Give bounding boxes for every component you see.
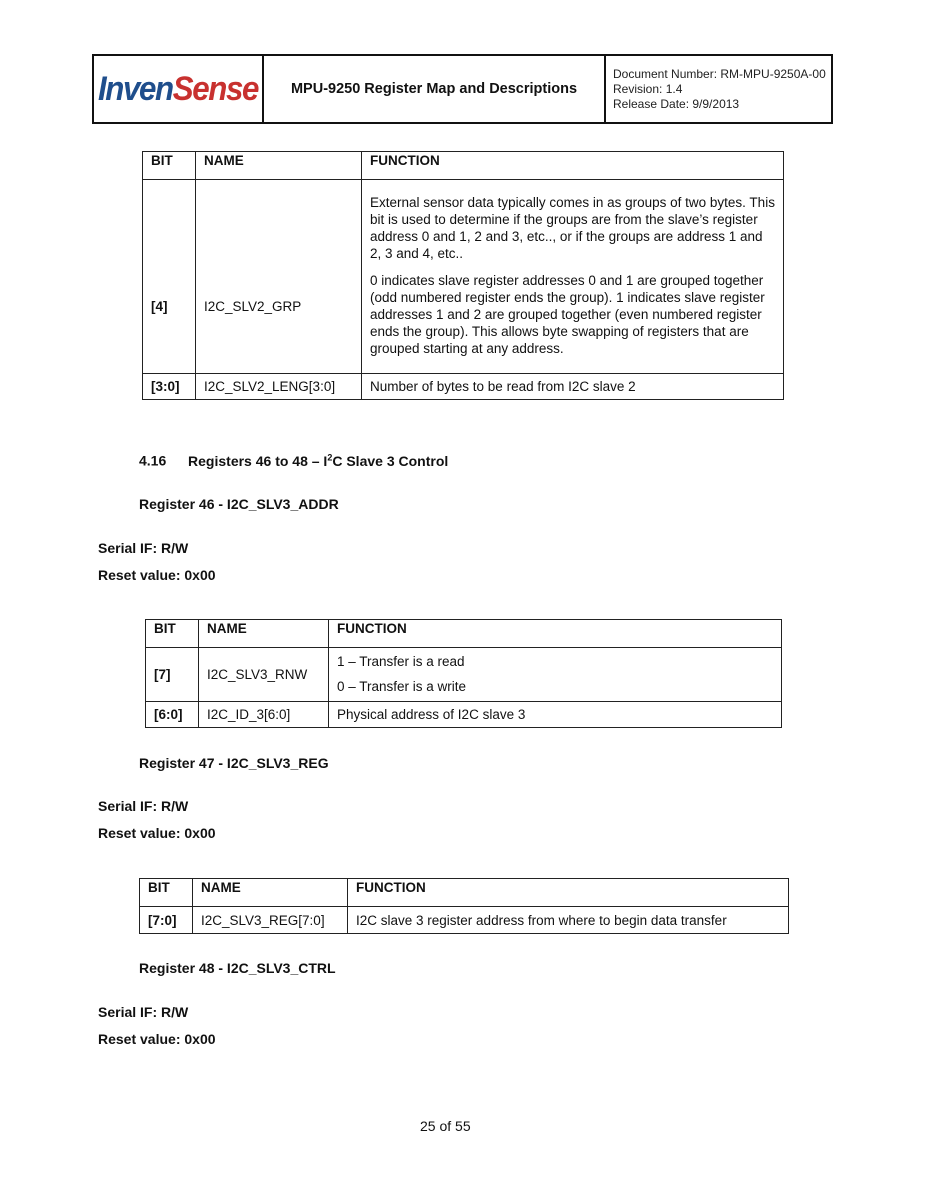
register-table-slv3-reg	[139, 878, 789, 934]
logo-part-inven: Inven	[97, 69, 173, 108]
document-title: MPU-9250 Register Map and Descriptions	[264, 56, 606, 122]
column-header-bit: BIT	[143, 152, 196, 180]
function-line: 1 – Transfer is a read	[337, 653, 465, 669]
section-number: 4.16	[139, 452, 167, 469]
table-header-row	[143, 152, 784, 180]
column-header-name: NAME	[199, 620, 329, 648]
register-48-reset-value: Reset value: 0x00	[98, 1031, 216, 1047]
section-heading	[139, 452, 448, 469]
table-row	[146, 702, 782, 728]
register-48-heading: Register 48 - I2C_SLV3_CTRL	[139, 960, 336, 976]
register-table-slv3-addr	[145, 619, 782, 728]
bit-cell: [6:0]	[146, 702, 199, 728]
invensense-logo	[94, 56, 264, 122]
column-header-name: NAME	[196, 152, 362, 180]
column-header-name: NAME	[193, 879, 348, 907]
logo-text	[98, 70, 258, 109]
table-row	[146, 648, 782, 702]
section-title	[188, 453, 448, 469]
section-title-sup: 2	[327, 452, 333, 462]
table-row	[140, 907, 789, 934]
register-47-reset-value: Reset value: 0x00	[98, 825, 216, 841]
bit-cell: [3:0]	[143, 374, 196, 400]
table-row	[143, 374, 784, 400]
name-cell: I2C_SLV3_RNW	[199, 648, 329, 702]
bit-cell: [7:0]	[140, 907, 193, 934]
name-cell: I2C_ID_3[6:0]	[199, 702, 329, 728]
register-48-serial-if: Serial IF: R/W	[98, 1004, 189, 1020]
function-cell: I2C slave 3 register address from where to begin data transfer	[348, 907, 789, 934]
function-paragraph: 0 indicates slave register addresses 0 and 1 are grouped together (odd numbered register ends the group). 1 indicates slave register addresses 1 and 2 are grouped together (even numbered register ends the group). This allows byte swapping of registers that are grouped starting at any address.	[370, 273, 765, 356]
bit-cell: [7]	[146, 648, 199, 702]
function-cell	[362, 180, 784, 374]
register-46-serial-if: Serial IF: R/W	[98, 540, 189, 556]
register-46-reset-value: Reset value: 0x00	[98, 567, 216, 583]
page-number: 25 of 55	[420, 1118, 471, 1134]
release-date: Release Date: 9/9/2013	[613, 96, 740, 111]
column-header-function: FUNCTION	[348, 879, 789, 907]
revision: Revision: 1.4	[613, 81, 683, 96]
function-cell: Number of bytes to be read from I2C slave 2	[362, 374, 784, 400]
logo-part-sense: Sense	[172, 69, 259, 108]
column-header-bit: BIT	[146, 620, 199, 648]
bit-cell: [4]	[143, 180, 196, 374]
section-title-post: C Slave 3 Control	[332, 452, 449, 469]
register-47-serial-if: Serial IF: R/W	[98, 798, 189, 814]
table-header-row	[146, 620, 782, 648]
table-header-row	[140, 879, 789, 907]
name-cell: I2C_SLV2_GRP	[196, 180, 362, 374]
register-table-slv2-ctrl	[142, 151, 784, 400]
column-header-function: FUNCTION	[329, 620, 782, 648]
name-cell: I2C_SLV2_LENG[3:0]	[196, 374, 362, 400]
name-cell: I2C_SLV3_REG[7:0]	[193, 907, 348, 934]
document-meta	[606, 56, 831, 122]
section-title-pre: Registers 46 to 48 – I	[188, 452, 328, 469]
function-cell: Physical address of I2C slave 3	[329, 702, 782, 728]
function-cell	[329, 648, 782, 702]
document-number: Document Number: RM-MPU-9250A-00	[613, 66, 826, 81]
function-line: 0 – Transfer is a write	[337, 678, 467, 694]
table-row	[143, 180, 784, 374]
column-header-function: FUNCTION	[362, 152, 784, 180]
document-header	[92, 54, 833, 124]
column-header-bit: BIT	[140, 879, 193, 907]
register-47-heading: Register 47 - I2C_SLV3_REG	[139, 755, 329, 771]
function-paragraph: External sensor data typically comes in as groups of two bytes. This bit is used to determine if the groups are from the slave’s register address 0 and 1, 2 and 3, etc.., or if the groups are address 1 and 2, 3 and 4, etc..	[370, 195, 775, 261]
register-46-heading: Register 46 - I2C_SLV3_ADDR	[139, 496, 339, 512]
